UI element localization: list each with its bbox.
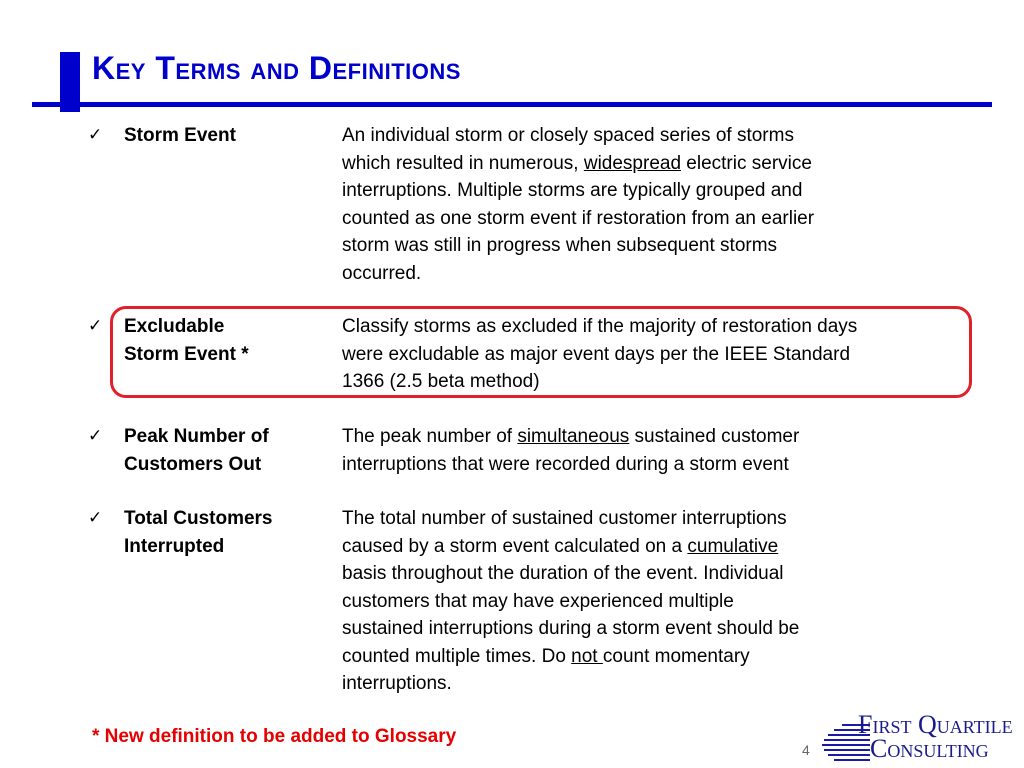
definition-text: counted multiple times. Do bbox=[342, 645, 572, 667]
definition-line bbox=[342, 177, 972, 205]
definition-text: count momentary bbox=[602, 645, 750, 667]
definition-text: The peak number of bbox=[342, 426, 518, 447]
definition-line bbox=[342, 670, 972, 698]
term-name-line: Total Customers bbox=[124, 508, 273, 529]
page-number: 4 bbox=[802, 742, 810, 758]
definition-text: sustained interruptions during a storm event should be bbox=[342, 618, 800, 639]
definition-text: customers that may have experienced multiple bbox=[342, 590, 734, 612]
definition-text: electric service bbox=[681, 152, 812, 174]
checkmark-icon: ✓ bbox=[88, 316, 103, 336]
checkmark-icon: ✓ bbox=[88, 508, 103, 528]
term-name-line: Storm Event bbox=[124, 125, 236, 146]
underlined-emphasis: widespread bbox=[583, 152, 682, 174]
definition-line bbox=[342, 451, 972, 479]
logo-stripe bbox=[822, 744, 870, 746]
definition-line bbox=[342, 505, 972, 533]
definition-text: interruptions. Multiple storms are typically grouped and bbox=[342, 180, 803, 201]
definition-line bbox=[342, 313, 972, 341]
definition-text: which resulted in numerous, bbox=[342, 152, 584, 174]
checkmark-icon: ✓ bbox=[88, 125, 103, 145]
term-name bbox=[124, 423, 334, 478]
definition-line bbox=[342, 643, 972, 671]
underlined-emphasis: cumulative bbox=[687, 535, 779, 557]
definition-text: Classify storms as excluded if the majority of restoration days bbox=[342, 316, 858, 337]
definition-text: sustained customer bbox=[629, 426, 800, 447]
definition-text: were excludable as major event days per the IEEE Standard bbox=[342, 343, 851, 365]
term-definition bbox=[342, 313, 972, 396]
term-definition bbox=[342, 423, 972, 478]
definition-line bbox=[342, 588, 972, 616]
definition-line bbox=[342, 205, 972, 233]
definition-line bbox=[342, 560, 972, 588]
definition-line bbox=[342, 150, 972, 178]
definition-text: counted as one storm event if restoration from an earlier bbox=[342, 207, 815, 229]
definition-text: storm was still in progress when subsequent storms bbox=[342, 235, 778, 256]
definition-line bbox=[342, 368, 972, 396]
title-underline-rule bbox=[32, 102, 992, 107]
definition-line bbox=[342, 615, 972, 643]
term-name bbox=[124, 313, 334, 368]
underlined-emphasis: simultaneous bbox=[517, 426, 630, 447]
definition-text: occurred. bbox=[342, 262, 422, 284]
definition-text: interruptions. bbox=[342, 673, 452, 694]
definition-text: An individual storm or closely spaced series of storms bbox=[342, 125, 794, 146]
term-name-line: Excludable bbox=[124, 316, 225, 337]
definition-text: The total number of sustained customer interruptions bbox=[342, 508, 787, 529]
logo-text-line2: Consulting bbox=[870, 734, 989, 763]
term-name-line: Storm Event * bbox=[124, 343, 249, 365]
term-definition bbox=[342, 505, 972, 698]
definition-text: 1366 (2.5 beta method) bbox=[342, 371, 540, 392]
definition-text: caused by a storm event calculated on a bbox=[342, 535, 688, 557]
logo-text-line1: First Quartile bbox=[858, 710, 1013, 739]
definition-text: basis throughout the duration of the event. Individual bbox=[342, 563, 784, 584]
definition-line bbox=[342, 423, 972, 451]
term-name-line: Interrupted bbox=[124, 535, 225, 557]
term-name-line: Customers Out bbox=[124, 453, 262, 475]
checkmark-icon: ✓ bbox=[88, 426, 103, 446]
logo-stripe bbox=[834, 759, 870, 761]
first-quartile-consulting-logo bbox=[822, 712, 1022, 762]
definition-line bbox=[342, 260, 972, 288]
page-title: Key Terms and Definitions bbox=[92, 50, 461, 86]
logo-stripe bbox=[828, 754, 870, 756]
underlined-emphasis: not bbox=[571, 645, 603, 667]
definition-line bbox=[342, 341, 972, 369]
definition-line bbox=[342, 533, 972, 561]
term-name-line: Peak Number of bbox=[124, 426, 269, 447]
term-name bbox=[124, 505, 334, 560]
term-definition bbox=[342, 122, 972, 287]
term-name bbox=[124, 122, 334, 150]
definition-text: interruptions that were recorded during a storm event bbox=[342, 453, 789, 475]
logo-stripe bbox=[824, 749, 870, 751]
definition-line bbox=[342, 122, 972, 150]
definition-line bbox=[342, 232, 972, 260]
footnote: * New definition to be added to Glossary bbox=[92, 726, 457, 747]
